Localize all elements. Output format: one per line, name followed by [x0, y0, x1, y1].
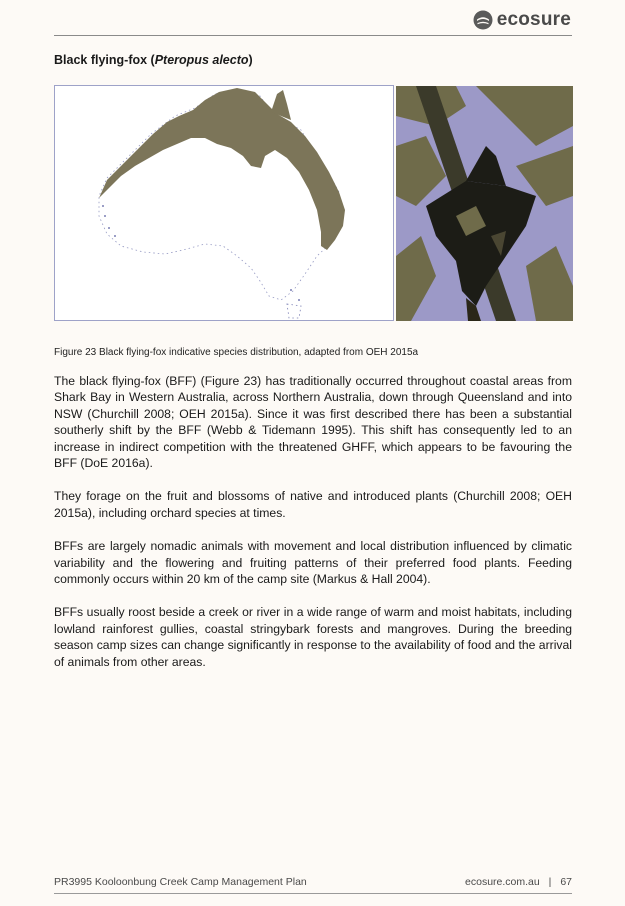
flying-fox-photo-frame: [396, 86, 573, 321]
section-title: [54, 53, 253, 67]
paragraph: They forage on the fruit and blossoms of native and introduced plants (Churchill 2008; OEH 2015a), including orchard species at times.: [54, 489, 572, 520]
ecosure-logo: [473, 10, 571, 30]
body-text: [54, 373, 572, 687]
paragraph: BFFs usually roost beside a creek or river in a wide range of warm and moist habitats, including lowland rainforest gullies, coastal stringybark forests and mangroves. During the breeding season camp sizes can change significantly in response to the availability of food and the arrival of animals from other areas.: [54, 605, 572, 669]
page-footer: [54, 876, 572, 890]
figure-caption: Figure 23 Black flying-fox indicative species distribution, adapted from OEH 2015a: [54, 347, 419, 358]
section-title-species: Pteropus alecto: [154, 53, 249, 67]
australia-distribution-map: [55, 86, 393, 320]
footer-document-title: PR3995 Kooloonbung Creek Camp Management Plan: [54, 876, 307, 888]
ecosure-logo-icon: [473, 10, 493, 30]
section-title-suffix: ): [248, 53, 253, 67]
header-divider: [54, 35, 572, 36]
paragraph: The black flying-fox (BFF) (Figure 23) has traditionally occurred throughout coastal areas from Shark Bay in Western Australia, across Northern Australia, down through Queensland and into NSW (Churchill 2008; OEH 2015a). Since it was first described there has been a substantial southerly shift by the BFF (Webb & Tidemann 1995). This shift has consequently led to an increase in indirect competition with the threatened GHFF, which appears to be favouring the BFF (DoE 2016a).: [54, 374, 572, 471]
black-flying-fox-photo: [396, 86, 573, 321]
page-header: [0, 0, 625, 40]
footer-divider: [54, 893, 572, 894]
paragraph: BFFs are largely nomadic animals with movement and local distribution influenced by climatic variability and the flowering and fruiting patterns of their preferred food plants. Feeding commonly occurs within 20 km of the camp site (Markus & Hall 2004).: [54, 539, 572, 587]
footer-separator: |: [548, 876, 552, 888]
distribution-map-frame: [54, 85, 394, 321]
footer-right: [465, 876, 572, 888]
footer-site-link[interactable]: ecosure.com.au: [465, 876, 540, 888]
ecosure-logo-text: ecosure: [496, 9, 571, 30]
section-title-prefix: Black flying-fox (: [54, 53, 155, 67]
page-number: 67: [560, 876, 572, 888]
